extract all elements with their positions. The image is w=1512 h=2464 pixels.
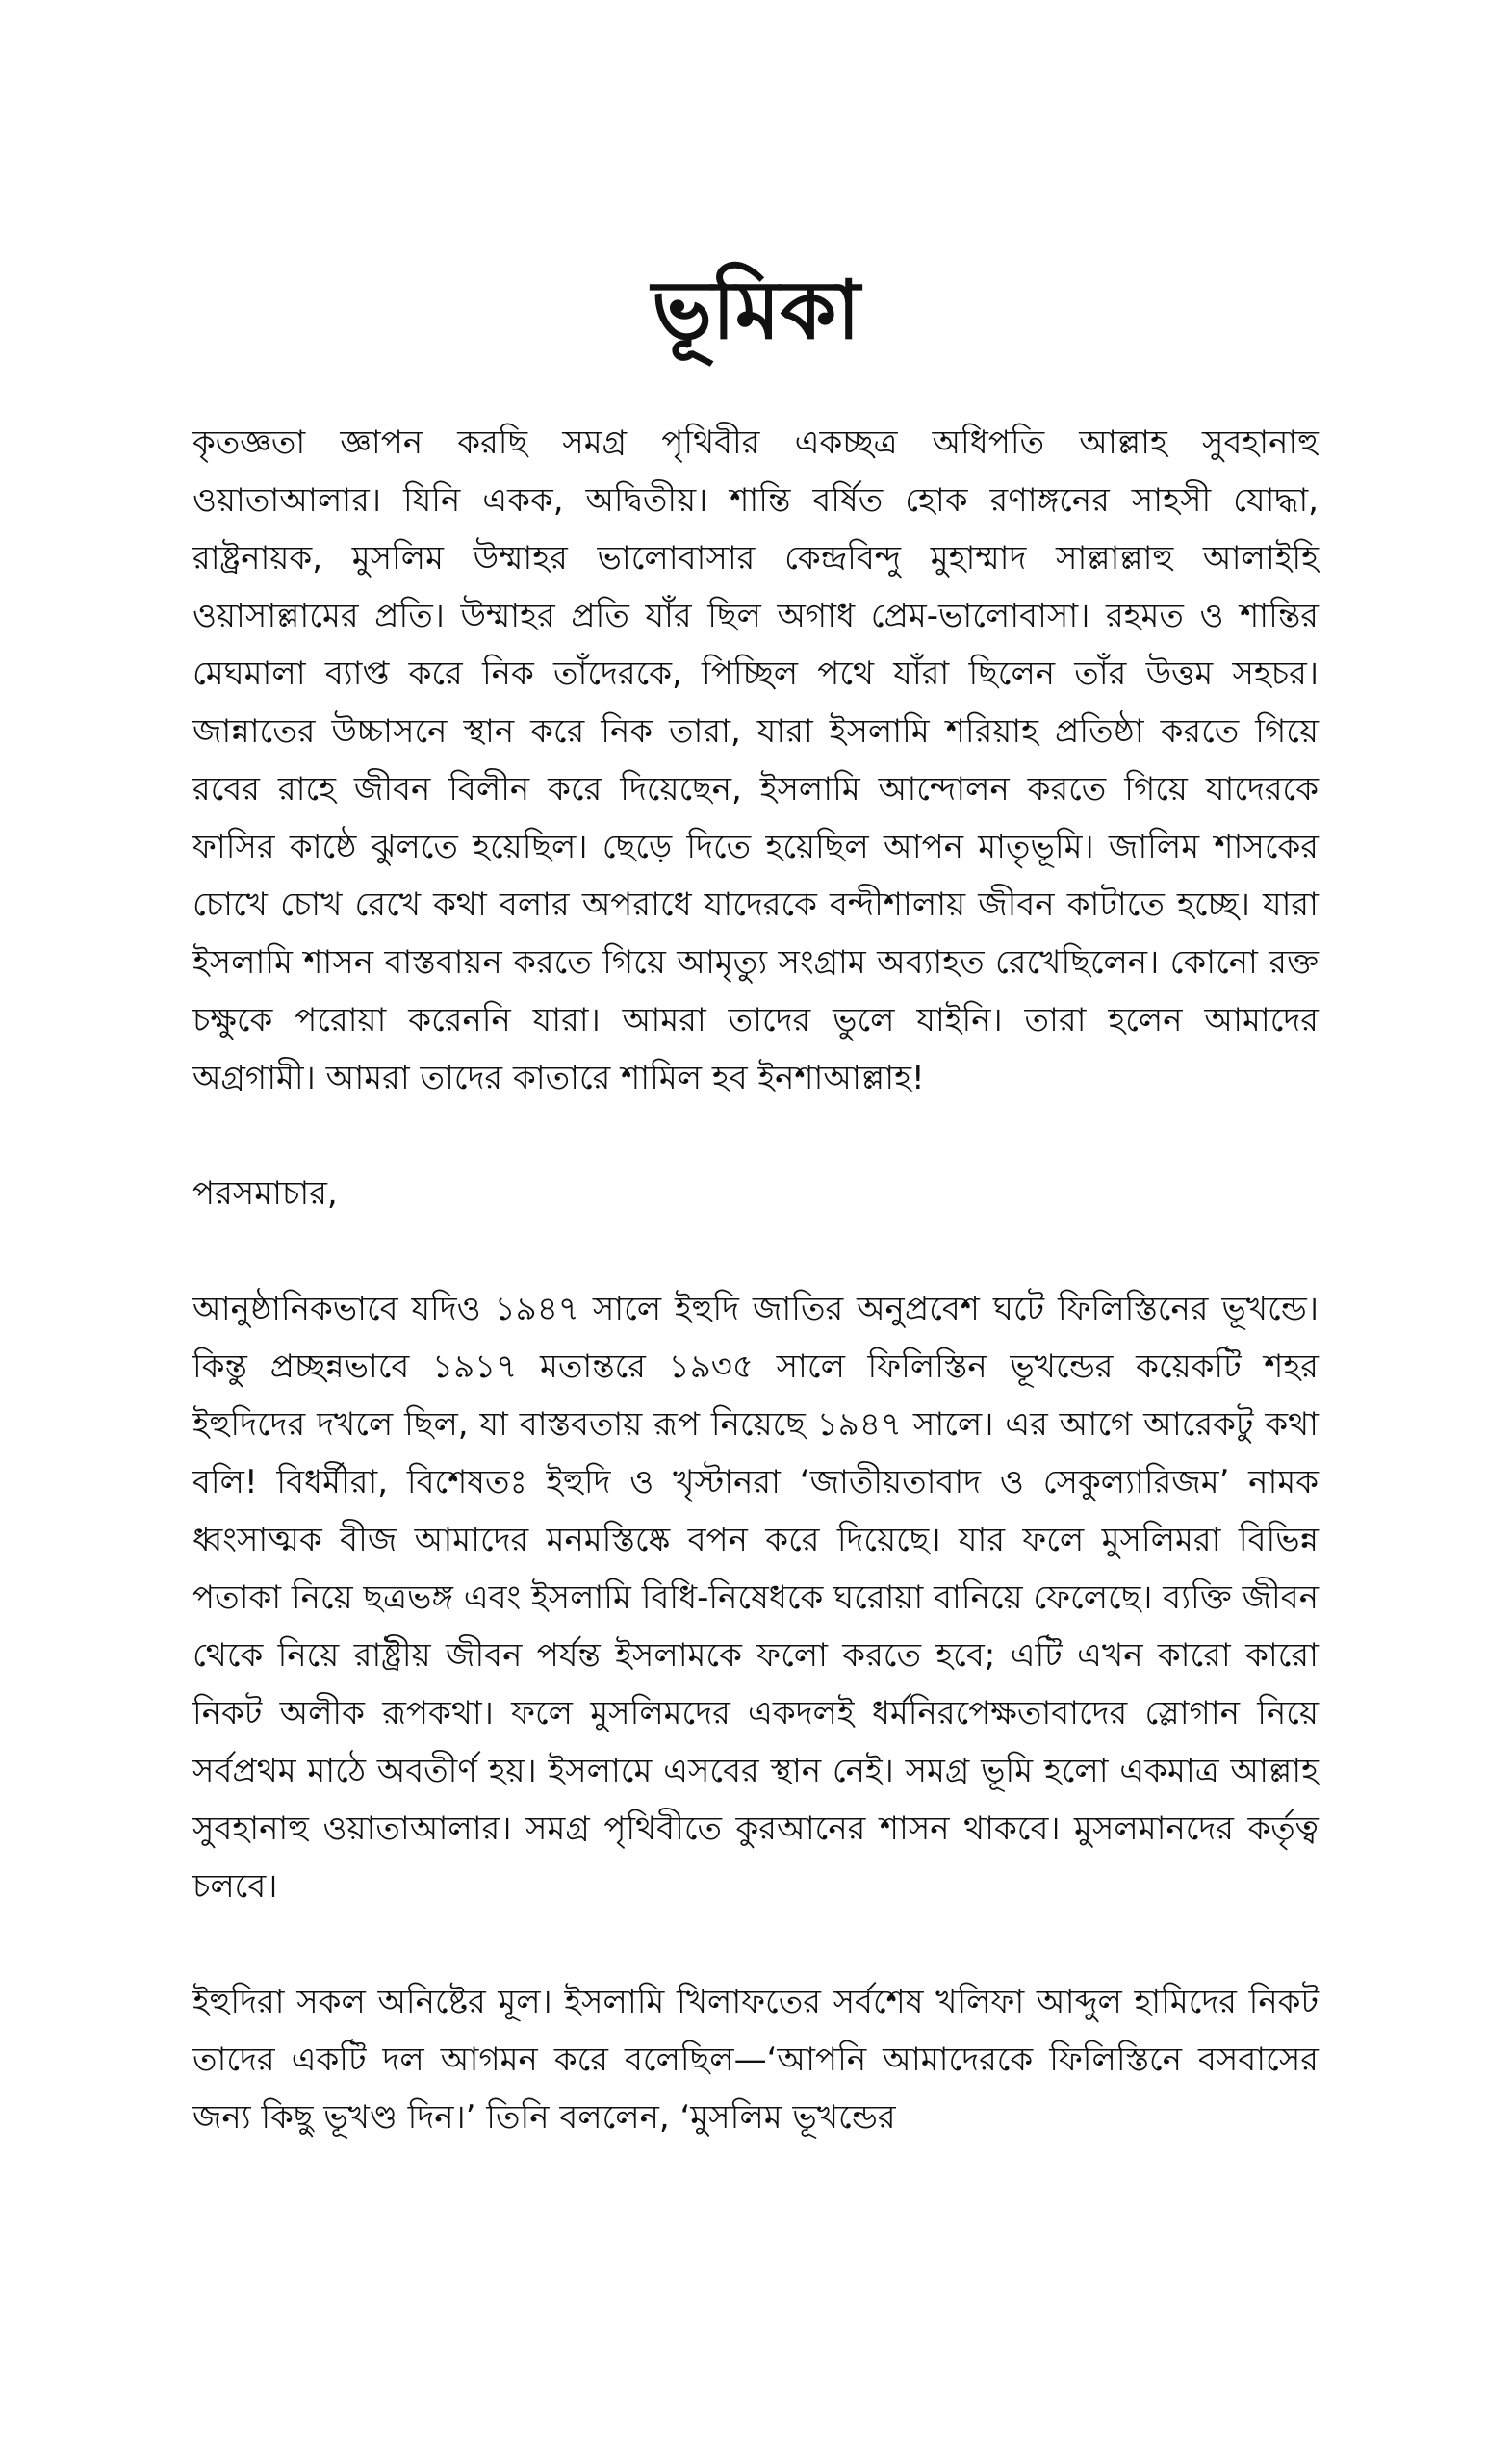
intro-paragraph: কৃতজ্ঞতা জ্ঞাপন করছি সমগ্র পৃথিবীর একচ্ছত্র অধিপতি আল্লাহ সুবহানাহু ওয়াতাআলার। যিনি একক, অদ্বিতীয়। শান্তি বর্ষিত হোক রণাঙ্গনের সাহসী যোদ্ধা, রাষ্ট্রনায়ক, মুসলিম উম্মাহর ভালোবাসার কেন্দ্রবিন্দু মুহাম্মাদ সাল্লাল্লাহু আলাইহি ওয়াসাল্লামের প্রতি। উম্মাহর প্রতি যাঁর ছিল অগাধ প্রেম-ভালোবাসা। রহমত ও শান্তির মেঘমালা ব্যাপ্ত করে নিক তাঁদেরকে, পিচ্ছিল পথে যাঁরা ছিলেন তাঁর উত্তম সহচর। জান্নাতের উচ্চাসনে স্থান করে নিক তারা, যারা ইসলামি শরিয়াহ প্রতিষ্ঠা করতে গিয়ে রবের রাহে জীবন বিলীন করে দিয়েছেন, ইসলামি আন্দোলন করতে গিয়ে যাদেরকে ফাসির কাষ্ঠে ঝুলতে হয়েছিল। ছেড়ে দিতে হয়েছিল আপন মাতৃভূমি। জালিম শাসকের চোখে চোখ রেখে কথা বলার অপরাধে যাদেরকে বন্দীশালায় জীবন কাটাতে হচ্ছে। যারা ইসলামি শাসন বাস্তবায়ন করতে গিয়ে আমৃত্যু সংগ্রাম অব্যাহত রেখেছিলেন। কোনো রক্ত চক্ষুকে পরোয়া করেননি যারা। আমরা তাদের ভুলে যাইনি। তারা হলেন আমাদের অগ্রগামী। আমরা তাদের কাতারে শামিল হব ইনশাআল্লাহ! [192, 424, 1319, 1097]
page-title: ভূমিকা [652, 263, 860, 357]
closing-paragraph: ইহুদিরা সকল অনিষ্টের মূল। ইসলামি খিলাফতের সর্বশেষ খলিফা আব্দুল হামিদের নিকট তাদের একটি দল আগমন করে বলেছিল—‘আপনি আমাদেরকে ফিলিস্তিনে বসবাসের জন্য কিছু ভূখণ্ড দিন।’ তিনি বললেন, ‘মুসলিম ভূখন্ডের [192, 1983, 1319, 2137]
body-paragraph: আনুষ্ঠানিকভাবে যদিও ১৯৪৭ সালে ইহুদি জাতির অনুপ্রবেশ ঘটে ফিলিস্তিনের ভূখন্ডে। কিন্তু প্রচ্ছন্নভাবে ১৯১৭ মতান্তরে ১৯৩৫ সালে ফিলিস্তিন ভূখন্ডের কয়েকটি শহর ইহুদিদের দখলে ছিল, যা বাস্তবতায় রূপ নিয়েছে ১৯৪৭ সালে। এর আগে আরেকটু কথা বলি! বিধর্মীরা, বিশেষতঃ ইহুদি ও খৃস্টানরা ‘জাতীয়তাবাদ ও সেকুল্যারিজম’ নামক ধ্বংসাত্মক বীজ আমাদের মনমস্তিষ্কে বপন করে দিয়েছে। যার ফলে মুসলিমরা বিভিন্ন পতাকা নিয়ে ছত্রভঙ্গ এবং ইসলামি বিধি-নিষেধকে ঘরোয়া বানিয়ে ফেলেছে। ব্যক্তি জীবন থেকে নিয়ে রাষ্ট্রীয় জীবন পর্যন্ত ইসলামকে ফলো করতে হবে; এটি এখন কারো কারো নিকট অলীক রূপকথা। ফলে মুসলিমদের একদলই ধর্মনিরপেক্ষতাবাদের স্লোগান নিয়ে সর্বপ্রথম মাঠে অবতীর্ণ হয়। ইসলামে এসবের স্থান নেই। সমগ্র ভূমি হলো একমাত্র আল্লাহ সুবহানাহু ওয়াতাআলার। সমগ্র পৃথিবীতে কুরআনের শাসন থাকবে। মুসলমানদের কর্তৃত্ব চলবে। [192, 1290, 1319, 1906]
salutation-line: পরসমাচার, [192, 1174, 338, 1213]
